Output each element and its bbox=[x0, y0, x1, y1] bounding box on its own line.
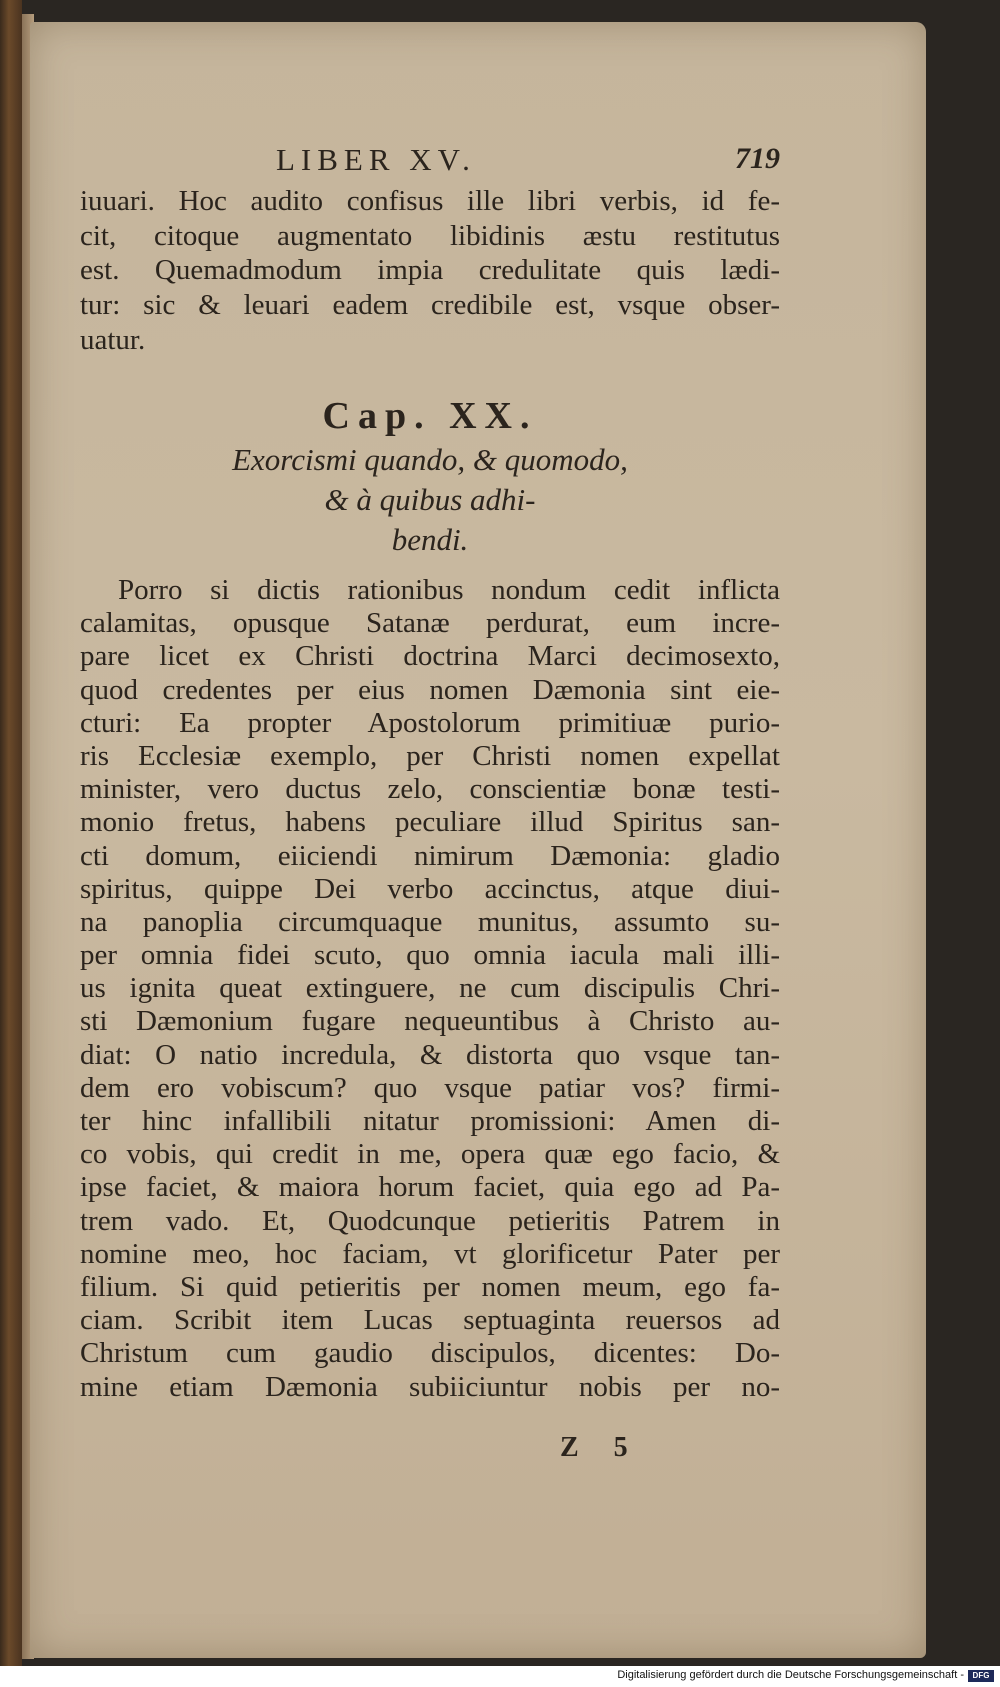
text-line: quod credentes per eius nomen Dæmonia sint eie- bbox=[80, 673, 780, 706]
text-line: na panoplia circumquaque munitus, assumto su- bbox=[80, 905, 780, 938]
book-page bbox=[30, 22, 926, 1658]
dfg-logo-icon: DFG bbox=[968, 1670, 994, 1682]
text-line: us ignita queat extinguere, ne cum discipulis Chri- bbox=[80, 972, 780, 1005]
text-line: cti domum, eiiciendi nimirum Dæmonia: gladio bbox=[80, 839, 780, 872]
text-line: dem ero vobiscum? quo vsque patiar vos? firmi- bbox=[80, 1071, 780, 1104]
text-line: cit, citoque augmentato libidinis æstu restitutus bbox=[80, 219, 780, 252]
text-line: minister, vero ductus zelo, conscientiæ bonæ testi- bbox=[80, 773, 780, 806]
footer-bar bbox=[0, 1666, 1000, 1687]
running-head bbox=[80, 142, 780, 182]
text-line: nomine meo, hoc faciam, vt glorificetur Pater per bbox=[80, 1237, 780, 1270]
text-line: calamitas, opusque Satanæ perdurat, eum incre- bbox=[80, 607, 780, 640]
chapter-subtitle bbox=[80, 440, 780, 560]
text-line: Christum cum gaudio discipulos, dicentes: Do- bbox=[80, 1337, 780, 1370]
text-line: monio fretus, habens peculiare illud Spiritus san- bbox=[80, 806, 780, 839]
text-line: tur: sic & leuari eadem credibile est, vsque obser- bbox=[80, 289, 780, 322]
text-line: sti Dæmonium fugare nequeuntibus à Christo au- bbox=[80, 1005, 780, 1038]
top-paragraph bbox=[80, 184, 780, 357]
text-line: co vobis, qui credit in me, opera quæ ego facio, & bbox=[80, 1138, 780, 1171]
subtitle-line: bendi. bbox=[391, 522, 469, 557]
text-line: mine etiam Dæmonia subiiciuntur nobis per no- bbox=[80, 1370, 780, 1403]
text-line: cturi: Ea propter Apostolorum primitiuæ purio- bbox=[80, 706, 780, 739]
text-line: ipse faciet, & maiora horum faciet, quia ego ad Pa- bbox=[80, 1171, 780, 1204]
text-line: spiritus, quippe Dei verbo accinctus, atque diui- bbox=[80, 872, 780, 905]
page-number: 719 bbox=[735, 142, 780, 175]
text-line: pare licet ex Christi doctrina Marci decimosexto, bbox=[80, 640, 780, 673]
text-line: iuuari. Hoc audito confisus ille libri verbis, id fe- bbox=[80, 185, 780, 217]
chapter-heading: Cap. XX. bbox=[322, 395, 538, 437]
funding-credit: Digitalisierung gefördert durch die Deutsche Forschungsgemeinschaft - bbox=[617, 1669, 964, 1681]
text-line: trem vado. Et, Quodcunque petieritis Patrem in bbox=[80, 1204, 780, 1237]
running-title: LIBER XV. bbox=[276, 142, 476, 177]
text-line: uatur. bbox=[80, 323, 146, 356]
signature-mark: Z 5 bbox=[560, 1432, 642, 1463]
text-line: ris Ecclesiæ exemplo, per Christi nomen expellat bbox=[80, 739, 780, 772]
text-line: diat: O natio incredula, & distorta quo vsque tan- bbox=[80, 1038, 780, 1071]
text-line: est. Quemadmodum impia credulitate quis lædi- bbox=[80, 254, 780, 287]
text-line: per omnia fidei scuto, quo omnia iacula mali illi- bbox=[80, 939, 780, 972]
body-paragraph bbox=[80, 574, 780, 1404]
book-spine bbox=[0, 0, 22, 1666]
subtitle-line: Exorcismi quando, & quomodo, bbox=[232, 442, 628, 477]
text-line: filium. Si quid petieritis per nomen meum, ego fa- bbox=[80, 1270, 780, 1303]
text-line: Porro si dictis rationibus nondum cedit inflicta bbox=[118, 574, 780, 606]
text-line: ciam. Scribit item Lucas septuaginta reuersos ad bbox=[80, 1304, 780, 1337]
subtitle-line: & à quibus adhi- bbox=[324, 482, 536, 517]
text-line: ter hinc infallibili nitatur promissioni: Amen di- bbox=[80, 1105, 780, 1137]
